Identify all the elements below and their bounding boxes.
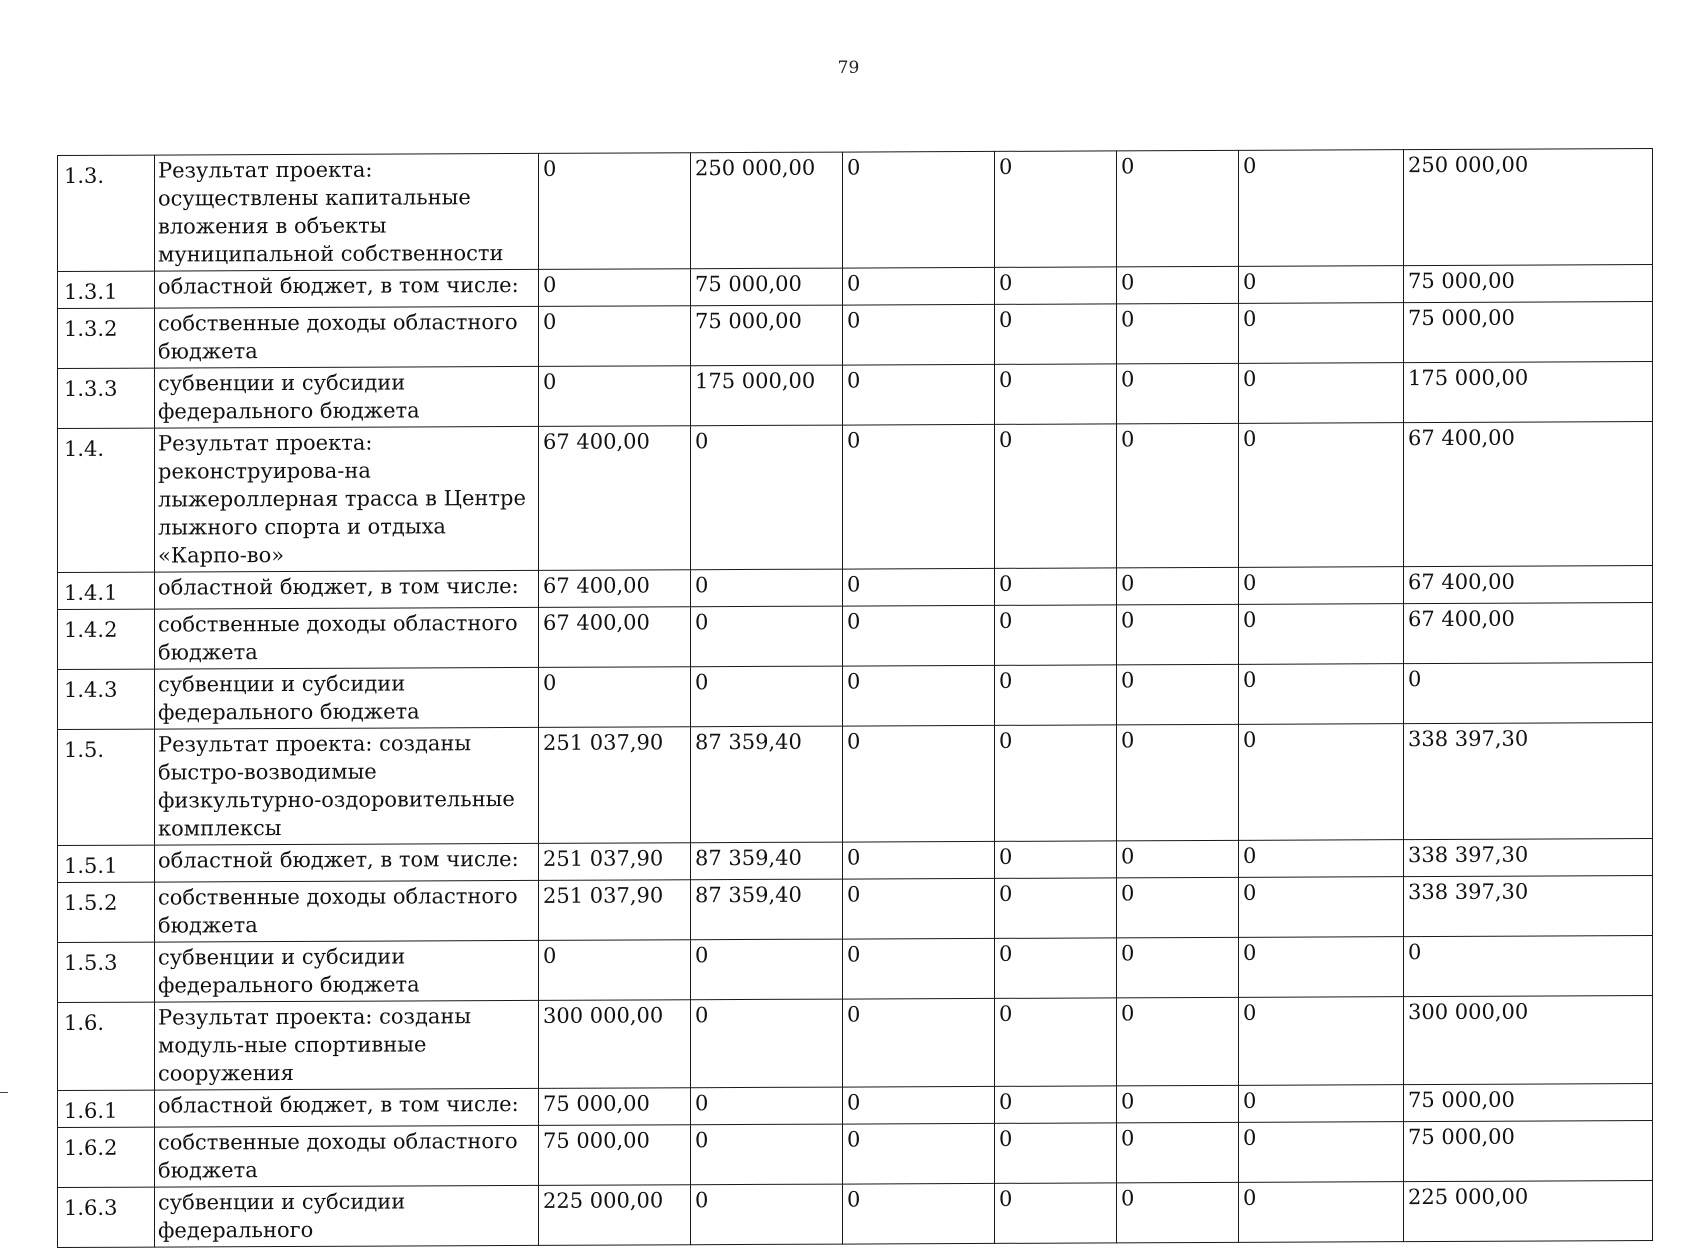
row-value: 87 359,40: [691, 726, 843, 843]
row-value: 0: [843, 1086, 995, 1124]
row-description: областной бюджет, в том числе:: [155, 269, 539, 308]
row-value: 0: [995, 605, 1117, 666]
row-value: 0: [843, 151, 995, 268]
row-value: 67 400,00: [539, 426, 691, 571]
row-value: 250 000,00: [1404, 149, 1653, 266]
row-code: 1.4.: [58, 428, 155, 572]
row-value: 0: [843, 841, 995, 879]
row-description: Результат проекта: реконструирова-на лыжероллерная трасса в Центре лыжного спорта и отдыха «Карпо-во»: [155, 426, 539, 572]
row-value: 75 000,00: [691, 305, 843, 366]
row-value: 0: [995, 665, 1117, 726]
row-value: 300 000,00: [1404, 996, 1653, 1085]
row-value: 0: [843, 938, 995, 999]
row-value: 0: [1239, 877, 1404, 938]
row-value: 0: [1117, 1182, 1239, 1243]
row-value: 0: [539, 667, 691, 728]
row-value: 0: [995, 725, 1117, 842]
table-row: [58, 723, 1653, 846]
row-value: 0: [1117, 567, 1239, 605]
row-value: 0: [539, 269, 691, 307]
row-value: 338 397,30: [1404, 876, 1653, 937]
table-row: [58, 876, 1653, 943]
table-row: [58, 936, 1653, 1003]
row-value: 0: [691, 425, 843, 570]
row-code: 1.5.3: [58, 942, 155, 1002]
row-code: 1.6.: [58, 1002, 155, 1090]
row-value: 0: [1239, 1182, 1404, 1243]
row-description: субвенции и субсидии федерального: [155, 1185, 539, 1247]
row-value: 0: [691, 1184, 843, 1245]
row-value: 0: [691, 1087, 843, 1125]
row-value: 225 000,00: [1404, 1181, 1653, 1242]
row-description: собственные доходы областного бюджета: [155, 1125, 539, 1187]
table-row: [58, 422, 1653, 573]
row-value: 67 400,00: [1404, 603, 1653, 664]
row-value: 0: [1117, 303, 1239, 364]
row-value: 0: [691, 606, 843, 667]
row-value: 0: [995, 938, 1117, 999]
row-code: 1.4.3: [58, 669, 155, 729]
row-value: 75 000,00: [691, 268, 843, 306]
row-value: 0: [843, 267, 995, 305]
row-value: 0: [995, 998, 1117, 1087]
row-description: субвенции и субсидии федерального бюджета: [155, 366, 539, 428]
row-value: 0: [1117, 1122, 1239, 1183]
row-value: 75 000,00: [1404, 302, 1653, 363]
row-code: 1.3.: [58, 155, 155, 271]
row-value: 75 000,00: [1404, 1121, 1653, 1182]
row-value: 0: [843, 568, 995, 606]
row-value: 0: [1117, 877, 1239, 938]
row-description: Результат проекта: созданы модуль-ные спортивные сооружения: [155, 1000, 539, 1090]
row-value: 0: [1239, 363, 1404, 424]
row-description: собственные доходы областного бюджета: [155, 607, 539, 669]
row-value: 0: [691, 939, 843, 1000]
row-value: 0: [691, 1124, 843, 1185]
row-value: 0: [843, 1123, 995, 1184]
table-row: [58, 1181, 1653, 1248]
row-value: 225 000,00: [539, 1185, 691, 1246]
row-value: 0: [995, 424, 1117, 569]
row-value: 0: [539, 940, 691, 1001]
row-value: 0: [995, 267, 1117, 305]
table-row: [58, 149, 1653, 272]
row-code: 1.3.3: [58, 368, 155, 428]
row-value: 0: [1239, 266, 1404, 304]
row-value: 0: [539, 306, 691, 367]
row-value: 0: [1117, 937, 1239, 998]
budget-table: [57, 148, 1653, 1248]
row-description: областной бюджет, в том числе:: [155, 570, 539, 609]
page-number: 79: [837, 58, 860, 78]
row-value: 0: [1239, 423, 1404, 568]
row-value: 0: [1117, 266, 1239, 304]
row-value: 67 400,00: [1404, 566, 1653, 604]
row-value: 338 397,30: [1404, 723, 1653, 840]
table-row: [58, 1121, 1653, 1188]
row-code: 1.3.1: [58, 271, 155, 308]
row-value: 0: [843, 364, 995, 425]
row-code: 1.5.2: [58, 882, 155, 942]
row-value: 75 000,00: [539, 1125, 691, 1186]
row-value: 0: [1239, 724, 1404, 841]
table-row: [58, 996, 1653, 1091]
row-value: 0: [1117, 840, 1239, 878]
row-code: 1.5.: [58, 729, 155, 845]
row-value: 300 000,00: [539, 1000, 691, 1089]
table-body: [58, 149, 1653, 1248]
row-value: 0: [1117, 363, 1239, 424]
row-value: 0: [1239, 840, 1404, 878]
table-row: [58, 603, 1653, 670]
row-description: областной бюджет, в том числе:: [155, 843, 539, 882]
row-value: 0: [1239, 1122, 1404, 1183]
row-value: 175 000,00: [1404, 362, 1653, 423]
row-value: 0: [843, 1183, 995, 1244]
row-value: 0: [1239, 303, 1404, 364]
row-description: собственные доходы областного бюджета: [155, 880, 539, 942]
row-value: 0: [995, 1123, 1117, 1184]
row-description: Результат проекта: осуществлены капитальные вложения в объекты муниципальной собственности: [155, 153, 539, 271]
row-value: 0: [1117, 150, 1239, 267]
row-value: 0: [995, 1086, 1117, 1124]
row-value: 0: [1239, 150, 1404, 267]
edge-mark: [0, 1092, 8, 1093]
row-value: 75 000,00: [1404, 265, 1653, 303]
row-description: областной бюджет, в том числе:: [155, 1088, 539, 1127]
row-value: 0: [691, 569, 843, 607]
row-value: 251 037,90: [539, 880, 691, 941]
row-value: 0: [1117, 997, 1239, 1086]
row-value: 0: [1239, 1085, 1404, 1123]
row-value: 0: [843, 605, 995, 666]
row-value: 0: [995, 568, 1117, 606]
row-value: 0: [995, 841, 1117, 879]
row-value: 75 000,00: [539, 1088, 691, 1126]
row-value: 87 359,40: [691, 879, 843, 940]
row-value: 0: [539, 366, 691, 427]
row-code: 1.5.1: [58, 845, 155, 882]
row-value: 250 000,00: [691, 152, 843, 269]
row-value: 0: [995, 1183, 1117, 1244]
row-value: 0: [843, 725, 995, 842]
row-value: 0: [1239, 997, 1404, 1086]
row-value: 0: [1117, 604, 1239, 665]
row-code: 1.6.3: [58, 1187, 155, 1247]
row-value: 67 400,00: [539, 607, 691, 668]
table-row: [58, 663, 1653, 730]
row-description: собственные доходы областного бюджета: [155, 306, 539, 368]
row-value: 0: [1239, 604, 1404, 665]
row-value: 0: [843, 424, 995, 569]
row-code: 1.6.2: [58, 1127, 155, 1187]
row-value: 0: [539, 153, 691, 270]
row-value: 67 400,00: [539, 570, 691, 608]
row-value: 0: [1239, 937, 1404, 998]
row-value: 0: [1117, 1085, 1239, 1123]
table-row: [58, 302, 1653, 369]
row-value: 0: [1117, 664, 1239, 725]
row-value: 0: [1117, 423, 1239, 568]
row-value: 0: [1239, 664, 1404, 725]
row-value: 87 359,40: [691, 842, 843, 880]
row-code: 1.3.2: [58, 308, 155, 368]
row-description: субвенции и субсидии федерального бюджета: [155, 940, 539, 1002]
row-code: 1.4.2: [58, 609, 155, 669]
row-value: 0: [691, 666, 843, 727]
row-value: 0: [1404, 936, 1653, 997]
row-value: 175 000,00: [691, 365, 843, 426]
row-value: 0: [843, 878, 995, 939]
row-value: 338 397,30: [1404, 839, 1653, 877]
table-row: [58, 362, 1653, 429]
row-value: 0: [691, 999, 843, 1088]
row-value: 0: [995, 151, 1117, 268]
row-value: 251 037,90: [539, 727, 691, 844]
row-code: 1.6.1: [58, 1090, 155, 1127]
row-description: субвенции и субсидии федерального бюджета: [155, 667, 539, 729]
row-value: 0: [995, 304, 1117, 365]
row-description: Результат проекта: созданы быстро-возводимые физкультурно-оздоровительные комплексы: [155, 727, 539, 845]
row-value: 75 000,00: [1404, 1084, 1653, 1122]
row-value: 0: [1239, 567, 1404, 605]
row-value: 0: [995, 364, 1117, 425]
row-value: 251 037,90: [539, 843, 691, 881]
row-value: 0: [1117, 724, 1239, 841]
row-value: 0: [1404, 663, 1653, 724]
row-value: 0: [995, 878, 1117, 939]
row-value: 0: [843, 665, 995, 726]
row-value: 0: [843, 998, 995, 1087]
row-value: 67 400,00: [1404, 422, 1653, 567]
row-code: 1.4.1: [58, 572, 155, 609]
row-value: 0: [843, 304, 995, 365]
